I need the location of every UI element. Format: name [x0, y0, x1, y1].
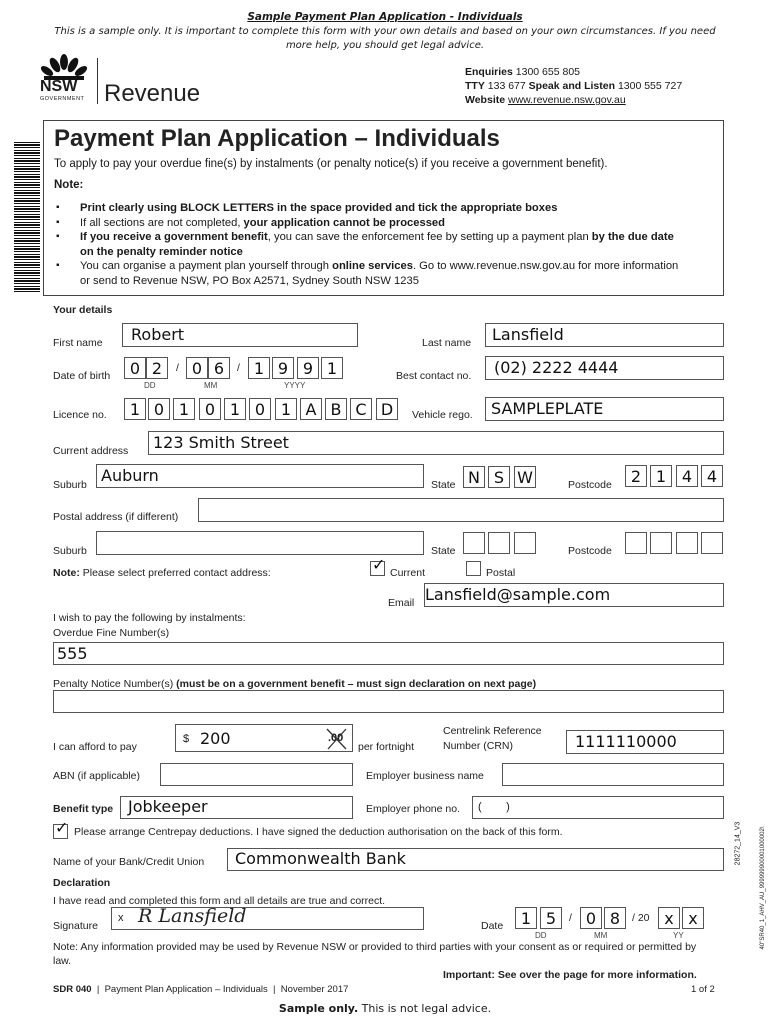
date-mm-label: MM: [594, 931, 608, 940]
licence-char[interactable]: C: [350, 398, 372, 420]
intro-lead: To apply to pay your overdue fine(s) by instalments (or penalty notice(s) if you receive a government benefit).: [54, 158, 608, 170]
postcode-digit[interactable]: 4: [701, 465, 723, 487]
note-3-bold2: by the due date on the penalty reminder notice: [80, 231, 674, 258]
licence-char[interactable]: 0: [199, 398, 221, 420]
dob-sep: /: [176, 362, 179, 374]
employer-phone-label: Employer phone no.: [366, 803, 460, 815]
crn-label: Centrelink Reference Number (CRN): [443, 725, 542, 752]
date-yy-label: YY: [673, 931, 684, 940]
yyyy-label: YYYY: [284, 381, 306, 390]
bank-field[interactable]: [227, 848, 724, 871]
note-4-text2: . Go to www.revenue.nsw.gov.au for more information or send to Revenue NSW, PO Box A2571, Sydney South NSW 1235: [80, 260, 679, 287]
postal-checkbox[interactable]: [466, 561, 481, 576]
contact-pref-note-bold: Note:: [53, 567, 80, 579]
dob-digit[interactable]: 1: [248, 357, 270, 379]
bank-label: Name of your Bank/Credit Union: [53, 856, 205, 868]
dob-digit[interactable]: 9: [297, 357, 319, 379]
postcode-digit[interactable]: 4: [676, 465, 698, 487]
note-item: [54, 230, 684, 259]
side-code-1: 28272_14_V3: [734, 821, 742, 866]
contact-block: [465, 65, 682, 107]
wish-label: I wish to pay the following by instalments:: [53, 612, 246, 624]
suburb-value: Auburn: [101, 466, 159, 485]
logo-revenue: Revenue: [104, 80, 201, 107]
tty-value: 133 677: [487, 80, 526, 92]
rego-value: SAMPLEPLATE: [491, 399, 604, 418]
signature-field[interactable]: [111, 907, 424, 930]
licence-char[interactable]: 1: [173, 398, 195, 420]
postal-postcode-cell[interactable]: [701, 532, 723, 554]
penalty-number-field[interactable]: [53, 690, 724, 713]
website-link[interactable]: www.revenue.nsw.gov.au: [508, 94, 626, 106]
postal-suburb-field[interactable]: [96, 531, 424, 555]
page-number: 1 of 2: [691, 984, 715, 995]
address-value: 123 Smith Street: [153, 433, 289, 452]
dob-digit[interactable]: 1: [321, 357, 343, 379]
signature-value: R Lansfield: [138, 905, 247, 927]
dob-digit[interactable]: 2: [146, 357, 168, 379]
speak-value: 1300 555 727: [617, 80, 683, 92]
logo-divider: [97, 58, 98, 104]
penalty-label-text: Penalty Notice Number(s): [53, 678, 177, 690]
sample-subtitle: This is a sample only. It is important to complete this form with your own details and based on your own circumstances. If you need more help, you should get legal advice.: [54, 26, 716, 51]
penalty-number-label: [53, 678, 536, 690]
date-dd-label: DD: [535, 931, 547, 940]
date-digit[interactable]: x: [682, 907, 704, 929]
postal-state-cell[interactable]: [463, 532, 485, 554]
postal-postcode-label: Postcode: [568, 545, 612, 557]
date-sep: /: [569, 912, 572, 924]
privacy-note: Note: Any information provided may be used by Revenue NSW or provided to third parties with your consent as or required or permitted by law.: [53, 941, 697, 967]
address-label: Current address: [53, 445, 129, 457]
licence-char[interactable]: D: [376, 398, 398, 420]
postal-state-label: State: [431, 545, 456, 557]
email-field[interactable]: [424, 583, 724, 607]
postal-postcode-cell[interactable]: [676, 532, 698, 554]
benefit-type-value: Jobkeeper: [128, 797, 208, 816]
declaration-heading: Declaration: [53, 877, 111, 889]
signature-x: x: [118, 912, 124, 924]
date-digit[interactable]: 5: [540, 907, 562, 929]
postal-address-field[interactable]: [198, 498, 724, 522]
postal-suburb-label: Suburb: [53, 545, 87, 557]
dob-digit[interactable]: 9: [272, 357, 294, 379]
rego-field[interactable]: [485, 397, 724, 421]
signature-label: Signature: [53, 920, 98, 932]
postcode-label: Postcode: [568, 479, 612, 491]
your-details-heading: Your details: [53, 304, 113, 316]
page-title: Payment Plan Application – Individuals: [54, 125, 500, 152]
enquiries-label: Enquiries: [465, 66, 513, 78]
check-icon: ✓: [55, 820, 69, 837]
last-name-label: Last name: [422, 337, 472, 349]
contact-no-value: (02) 2222 4444: [494, 358, 619, 377]
note-item: [54, 259, 684, 288]
centrepay-checkbox[interactable]: [53, 820, 69, 839]
sample-footer-bold: Sample only.: [278, 1002, 359, 1015]
dollar-sign: $: [183, 733, 190, 745]
contact-pref-note: [53, 567, 271, 579]
employer-label: Employer business name: [366, 770, 484, 782]
postcode-digit[interactable]: 2: [625, 465, 647, 487]
email-value: Lansfield@sample.com: [425, 585, 611, 604]
first-name-field[interactable]: [122, 323, 358, 347]
note-item: [54, 216, 684, 231]
dd-label: DD: [144, 381, 156, 390]
employer-phone-field[interactable]: [472, 796, 724, 819]
website-label: Website: [465, 94, 506, 106]
footer-info: [53, 984, 348, 995]
email-label: Email: [388, 597, 415, 609]
sample-title: Sample Payment Plan Application - Individuals: [247, 11, 523, 23]
suburb-field[interactable]: [96, 464, 424, 488]
dob-digit[interactable]: 0: [186, 357, 208, 379]
phone-paren: ( ): [478, 801, 510, 813]
amount-field[interactable]: [175, 724, 353, 752]
bank-value: Commonwealth Bank: [235, 849, 406, 868]
important-note: Important: See over the page for more information.: [443, 969, 697, 981]
note-label: Note:: [54, 179, 84, 191]
state-label: State: [431, 479, 456, 491]
centrepay-label: Please arrange Centrepay deductions. I have signed the deduction authorisation on the back of this form.: [74, 826, 563, 838]
note-1-text: Print clearly using BLOCK LETTERS in the space provided and tick the appropriate boxes: [80, 202, 558, 214]
note-4-bold: online services: [332, 260, 413, 273]
note-3-text: , you can save the enforcement fee by setting up a payment plan: [267, 231, 592, 244]
date-digit[interactable]: 1: [515, 907, 537, 929]
state-char[interactable]: N: [463, 466, 485, 488]
logo-nsw: NSW: [40, 78, 78, 95]
date-digit[interactable]: 0: [580, 907, 602, 929]
declaration-text: I have read and completed this form and all details are true and correct.: [53, 895, 386, 907]
postal-state-cell[interactable]: [488, 532, 510, 554]
dob-digit[interactable]: 0: [124, 357, 146, 379]
address-field[interactable]: [148, 431, 724, 455]
afford-label: I can afford to pay: [53, 741, 137, 753]
note-4-text: You can organise a payment plan yourself through: [80, 260, 333, 273]
side-code-2: 40"SR40_1_AHV_AU_999999900001000002\: [760, 826, 766, 950]
abn-field[interactable]: [160, 763, 353, 786]
licence-char[interactable]: 1: [275, 398, 297, 420]
postal-state-cell[interactable]: [514, 532, 536, 554]
dob-label: Date of birth: [53, 370, 111, 382]
speak-label: Speak and Listen: [528, 80, 616, 92]
current-label: Current: [390, 567, 426, 579]
licence-char[interactable]: 0: [249, 398, 271, 420]
enquiries-value: 1300 655 805: [515, 66, 581, 78]
benefit-type-field[interactable]: [120, 796, 353, 819]
fine-number-field[interactable]: [53, 642, 724, 665]
fine-number-label: Overdue Fine Number(s): [53, 627, 170, 639]
last-name-field[interactable]: [485, 323, 724, 347]
sample-footer-text: This is not legal advice.: [358, 1002, 492, 1015]
note-2-bold: your application cannot be processed: [243, 216, 445, 229]
licence-char[interactable]: A: [300, 398, 322, 420]
notes-list: [54, 201, 684, 289]
date-century: / 20: [632, 912, 650, 924]
crn-field[interactable]: [566, 730, 724, 754]
cents-label: .00: [328, 732, 344, 744]
first-name-value: Robert: [131, 325, 185, 344]
rego-label: Vehicle rego.: [412, 409, 473, 421]
note-3-bold: If you receive a government benefit: [80, 231, 268, 244]
date-digit[interactable]: 8: [604, 907, 626, 929]
contact-no-label: Best contact no.: [396, 370, 472, 382]
logo-government: GOVERNMENT: [40, 96, 85, 102]
first-name-label: First name: [53, 337, 103, 349]
contact-pref-note-text: Please select preferred contact address:: [79, 567, 271, 579]
licence-char[interactable]: 1: [224, 398, 246, 420]
mm-label: MM: [204, 381, 218, 390]
note-2-text: If all sections are not completed,: [80, 216, 244, 229]
amount-value: 200: [200, 729, 231, 748]
postal-address-label: Postal address (if different): [53, 511, 179, 523]
licence-label: Licence no.: [53, 409, 107, 421]
postal-postcode-cell[interactable]: [625, 532, 647, 554]
licence-char[interactable]: B: [325, 398, 347, 420]
employer-field[interactable]: [502, 763, 724, 786]
crn-value: 1111110000: [575, 732, 677, 751]
footer-text: | Payment Plan Application – Individuals | November 2017: [91, 984, 349, 995]
fortnight-label: per fortnight: [358, 741, 415, 753]
intro-box: [43, 120, 724, 296]
date-label: Date: [481, 920, 504, 932]
date-digit[interactable]: x: [658, 907, 680, 929]
postal-postcode-cell[interactable]: [650, 532, 672, 554]
last-name-value: Lansfield: [492, 325, 564, 344]
tty-label: TTY: [465, 80, 485, 92]
sample-footer: [0, 1002, 770, 1015]
postcode-digit[interactable]: 1: [650, 465, 672, 487]
current-checkbox[interactable]: [370, 557, 386, 576]
state-char[interactable]: S: [488, 466, 510, 488]
contact-no-field[interactable]: [485, 356, 724, 380]
dob-sep: /: [237, 362, 240, 374]
postal-option-label: Postal: [486, 567, 516, 579]
suburb-label: Suburb: [53, 479, 87, 491]
footer-code: SDR 040: [53, 984, 92, 995]
nsw-logo: [38, 54, 90, 104]
cents-strike-icon: [324, 726, 350, 752]
abn-label: ABN (if applicable): [53, 770, 140, 782]
licence-char[interactable]: 0: [148, 398, 170, 420]
benefit-type-label: Benefit type: [53, 803, 114, 815]
fine-number-value: 555: [57, 644, 88, 663]
note-item: [54, 201, 684, 216]
side-barcode: [14, 142, 40, 292]
dob-digit[interactable]: 6: [208, 357, 230, 379]
state-char[interactable]: W: [514, 466, 536, 488]
licence-char[interactable]: 1: [124, 398, 146, 420]
penalty-label-bold: (must be on a government benefit – must sign declaration on next page): [176, 678, 537, 690]
check-icon: ✓: [372, 557, 386, 574]
